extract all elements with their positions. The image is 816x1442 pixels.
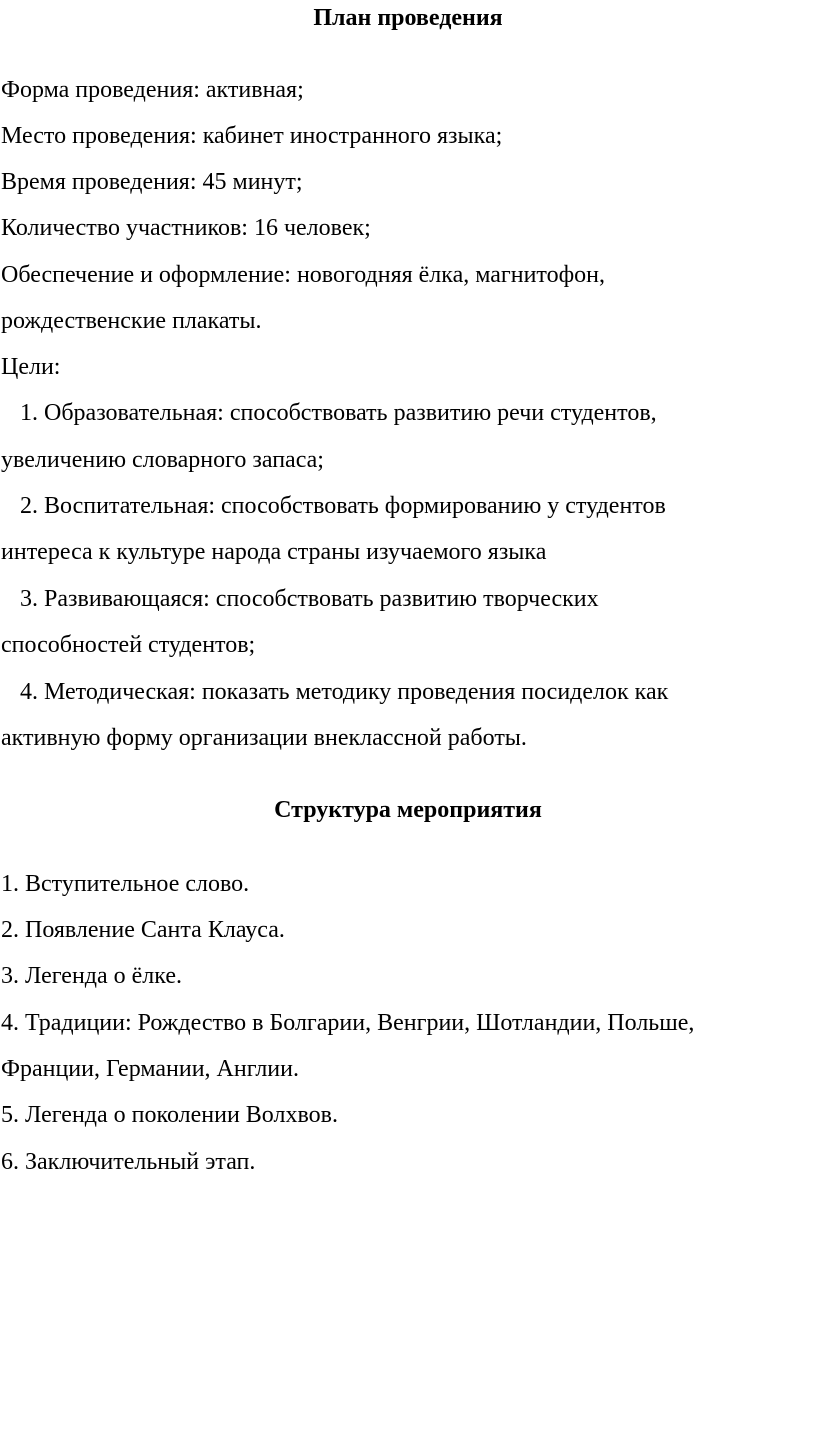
goal-methodical: 4. Методическая: показать методику проведения посиделок как: [20, 679, 669, 705]
goal-educational: 1. Образовательная: способствовать развитию речи студентов,: [20, 400, 657, 426]
equipment-line: Обеспечение и оформление: новогодняя ёлка, магнитофон,: [1, 262, 605, 288]
goal-educational-continued: увеличению словарного запаса;: [1, 447, 324, 473]
goal-developing-continued: способностей студентов;: [1, 632, 256, 658]
structure-title: Структура мероприятия: [274, 797, 542, 823]
structure-item-continued: Франции, Германии, Англии.: [1, 1056, 299, 1082]
structure-item: 6. Заключительный этап.: [1, 1149, 256, 1175]
form-line: Форма проведения: активная;: [1, 77, 304, 103]
plan-title: План проведения: [313, 5, 503, 31]
structure-item: 2. Появление Санта Клауса.: [1, 917, 285, 943]
goal-upbringing: 2. Воспитательная: способствовать формированию у студентов: [20, 493, 666, 519]
equipment-line-continued: рождественские плакаты.: [1, 308, 262, 334]
participants-line: Количество участников: 16 человек;: [1, 215, 371, 241]
structure-item: 3. Легенда о ёлке.: [1, 963, 182, 989]
time-line: Время проведения: 45 минут;: [1, 169, 303, 195]
structure-item: 4. Традиции: Рождество в Болгарии, Венгрии, Шотландии, Польше,: [1, 1010, 695, 1036]
structure-item: 5. Легенда о поколении Волхвов.: [1, 1102, 338, 1128]
place-line: Место проведения: кабинет иностранного языка;: [1, 123, 503, 149]
goal-upbringing-continued: интереса к культуре народа страны изучаемого языка: [1, 539, 547, 565]
goal-methodical-continued: активную форму организации внеклассной работы.: [1, 725, 527, 751]
goal-developing: 3. Развивающаяся: способствовать развитию творческих: [20, 586, 599, 612]
goals-label: Цели:: [1, 354, 61, 380]
structure-item: 1. Вступительное слово.: [1, 871, 250, 897]
